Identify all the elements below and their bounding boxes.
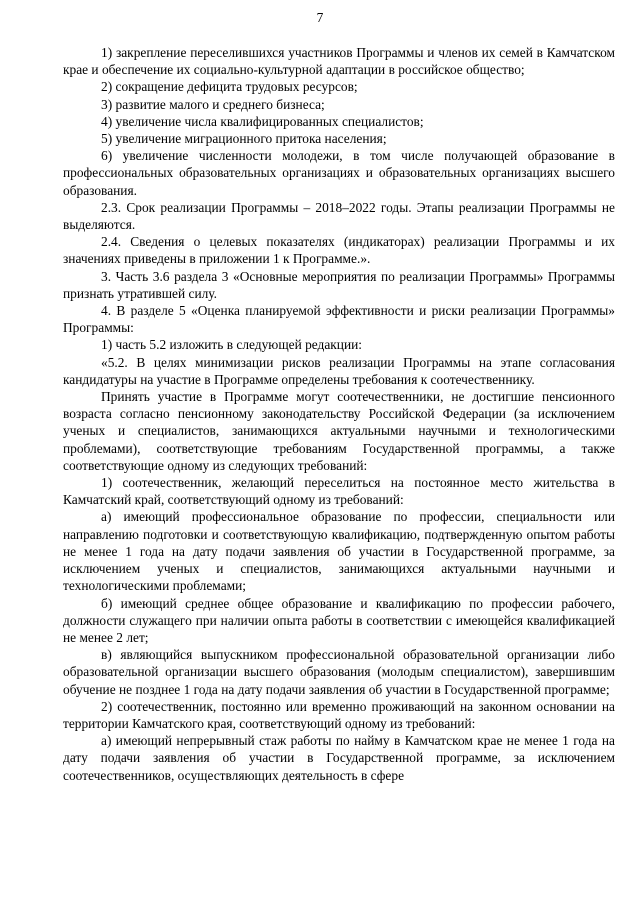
paragraph: 3) развитие малого и среднего бизнеса; <box>101 96 325 112</box>
paragraph: 6) увеличение численности молодежи, в том числе получающей образование в профессиональных образовательных организациях и образовательных организациях высшего образования. <box>63 148 615 198</box>
paragraph: 2.3. Срок реализации Программы – 2018–2022 годы. Этапы реализации Программы не выделяются. <box>63 199 615 233</box>
paragraph: в) являющийся выпускником профессиональной образовательной организации либо образовательной организации высшего образования (молодым специалистом), завершившим обучение не позднее 1 года на дату подачи заявления об участии в Государственной программе; <box>63 647 615 697</box>
paragraph: 2.4. Сведения о целевых показателях (индикаторах) реализации Программы и их значениях приведены в приложении 1 к Программе.». <box>63 234 615 267</box>
page-number: 7 <box>316 10 324 25</box>
paragraph: 2) соотечественник, постоянно или временно проживающий на законном основании на территории Камчатского края, соответствующий одному из требований: <box>63 698 615 731</box>
document-body <box>63 44 615 784</box>
paragraph: 1) соотечественник, желающий переселиться на постоянное место жительства в Камчатский край, соответствующий одному из требований: <box>63 475 615 508</box>
paragraph: 1) закрепление переселившихся участников Программы и членов их семей в Камчатском крае и обеспечение их социально-культурной адаптации в российское общество; <box>63 45 615 78</box>
paragraph: 2) сокращение дефицита трудовых ресурсов; <box>101 79 358 95</box>
paragraph: а) имеющий непрерывный стаж работы по найму в Камчатском крае не менее 1 года на дату подачи заявления об участии в Государственной программе, за исключением соотечественников, осуществляющих деятельность в сфере <box>63 733 615 783</box>
paragraph: б) имеющий среднее общее образование и квалификацию по профессии рабочего, должности служащего при наличии опыта работы в соответствии с имеющейся квалификацией не менее 2 лет; <box>63 595 615 645</box>
paragraph: Принять участие в Программе могут соотечественники, не достигшие пенсионного возраста согласно пенсионному законодательству Российской Федерации (за исключением ученых и специалистов, занимающихся актуальными научными и технологическими проблемами), соответствующие требованиям Государственной программы, а также соответствующие одному из следующих требований: <box>63 389 615 473</box>
paragraph: а) имеющий профессиональное образование по профессии, специальности или направлению подготовки и соответствующую квалификацию, подтвержденную опытом работы не менее 1 года на дату подачи заявления об участии в Государственной программе, за исключением ученых и специалистов, занимающихся актуальными научными и технологическими проблемами; <box>63 509 615 594</box>
paragraph: 1) часть 5.2 изложить в следующей редакции: <box>101 337 363 353</box>
paragraph: 3. Часть 3.6 раздела 3 «Основные мероприятия по реализации Программы» Программы признать утратившей силу. <box>63 268 615 301</box>
paragraph: 5) увеличение миграционного притока населения; <box>101 131 387 147</box>
paragraph: «5.2. В целях минимизации рисков реализации Программы на этапе согласования кандидатуры на участие в Программе определены требования к соотечественнику. <box>63 354 615 387</box>
paragraph: 4) увеличение числа квалифицированных специалистов; <box>101 113 424 129</box>
paragraph: 4. В разделе 5 «Оценка планируемой эффективности и риски реализации Программы» Программы: <box>63 303 615 336</box>
